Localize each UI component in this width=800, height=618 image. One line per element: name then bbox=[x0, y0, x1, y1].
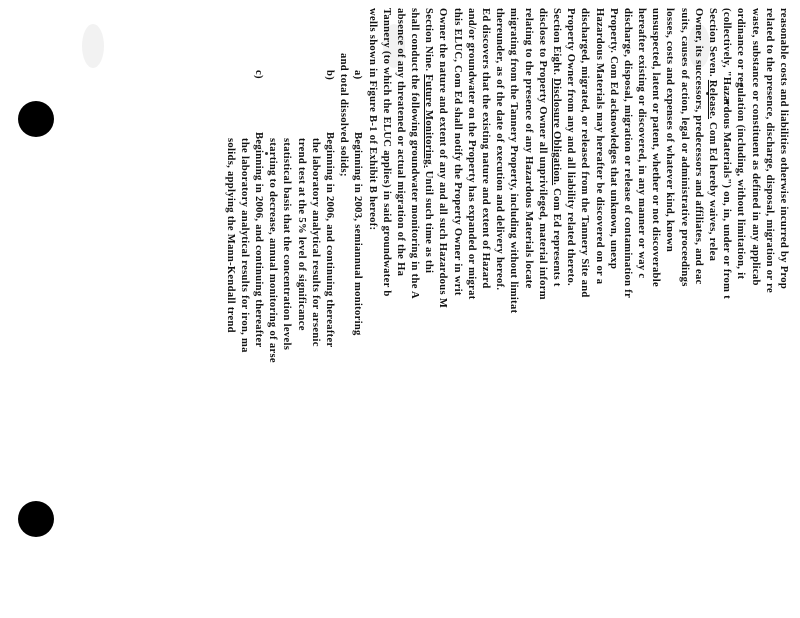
section-nine-heading: Future Monitoring. bbox=[423, 74, 435, 168]
text-line: reasonable costs and liabilities otherwise incurred by Prop bbox=[778, 8, 789, 290]
text-line: starting to decrease, annual monitoring of arse bbox=[267, 138, 279, 363]
text-line: Owner, its successors, predecessors and affiliates, and eac bbox=[692, 8, 704, 285]
text-line: absence of any threatened or actual migration of the Ha bbox=[394, 8, 406, 277]
text-line: the laboratory analytical results for arsenic bbox=[309, 138, 321, 347]
text-line: Hazardous Materials may hereafter be discovered on or a bbox=[593, 8, 605, 285]
text-line: hereafter existing or discovered, in any manner or way c bbox=[636, 8, 648, 279]
list-marker: a) bbox=[352, 70, 364, 80]
list-item-c-first-line: Beginning in 2006, and continuing thereafter bbox=[253, 132, 265, 348]
text-line: shall conduct the following groundwater monitoring in the A bbox=[409, 8, 421, 300]
list-item-a-first-line: Beginning in 2003, semiannual monitoring bbox=[352, 132, 364, 336]
section-eight bbox=[435, 8, 563, 618]
text-line: wells shown in Figure B-1 of Exhibit B hereof: bbox=[366, 8, 378, 231]
text-line: this ELUC, Com Ed shall notify the Property Owner in writ bbox=[451, 8, 463, 296]
section-seven bbox=[563, 8, 719, 618]
section-nine-first-line: Until such time as thi bbox=[423, 170, 435, 274]
text-line: related to the presence, discharge, disposal, migration or re bbox=[763, 8, 775, 293]
punch-hole-lower bbox=[21, 504, 51, 534]
text-line: statistical basis that the concentration levels bbox=[281, 138, 293, 351]
list-item-c bbox=[223, 8, 266, 618]
text-line: discharged, migrated, or released from the Tannery Site and bbox=[579, 8, 591, 298]
list-marker: c) bbox=[253, 70, 265, 79]
section-seven-label: Section Seven. bbox=[707, 8, 719, 77]
section-eight-heading: Disclosure Obligation. bbox=[551, 78, 562, 186]
text-line: relating to the presence of any Hazardous Materials locate bbox=[522, 8, 534, 289]
text-line: and total dissolved solids; bbox=[338, 53, 350, 177]
section-eight-first-line: Com Ed represents t bbox=[551, 188, 562, 287]
text-line: solids, applying the Mann-Kendall trend bbox=[224, 138, 236, 333]
punch-hole-upper bbox=[21, 104, 51, 134]
text-line: unsuspected, latent or patent, whether or not discoverable bbox=[650, 8, 662, 287]
text-line bbox=[421, 8, 435, 618]
scan-shadow-top-left bbox=[82, 24, 104, 68]
text-line: suits, causes of action, legal or administrative proceedings bbox=[678, 8, 690, 287]
text-line: waste, substance or constituent as defined in any applicab bbox=[749, 8, 761, 286]
text-line: Tannery (to which the ELUC applies) in said groundwater b bbox=[380, 8, 392, 297]
text-line: migrating from the Tannery Property, including without limitat bbox=[508, 8, 520, 314]
text-line: Owner the nature and extent of any and all such Hazardous M bbox=[437, 8, 449, 309]
rotated-text-body bbox=[223, 8, 791, 618]
section-eight-label: Section Eight. bbox=[551, 8, 562, 76]
text-line: thereunder, as of the date of execution and delivery hereof. bbox=[494, 8, 506, 291]
text-line: Ed discovers that the existing nature and extent of Hazard bbox=[480, 8, 492, 289]
text-line: losses, costs and expenses of whatever kind, known bbox=[664, 8, 676, 253]
text-line: disclose to Property Owner all unprivileged, material inform bbox=[536, 8, 548, 300]
text-line: discharge, disposal, migration or release of contamination fr bbox=[621, 8, 633, 299]
text-line: ordinance or regulation (including, without limitation, it bbox=[735, 8, 747, 280]
list-item-b bbox=[265, 8, 336, 618]
text-line: and/or groundwater on the Property has expanded or migrat bbox=[465, 8, 477, 300]
section-seven-first-line: Com Ed hereby waives, relea bbox=[707, 122, 719, 262]
text-line: Property. Com Ed acknowledges that unknown, unexp bbox=[607, 8, 619, 270]
text-line bbox=[322, 8, 336, 618]
text-line: (collectively, "Hazardous Materials") on, in, under or from t bbox=[721, 8, 733, 300]
list-marker: b) bbox=[324, 70, 335, 81]
paragraph-top bbox=[719, 8, 790, 618]
text-line bbox=[350, 8, 364, 618]
text-line: trend test at the 5% level of significance bbox=[295, 138, 307, 331]
list-item-b-first-line: Beginning in 2006, and continuing thereafter bbox=[324, 132, 335, 348]
section-nine-label: Section Nine. bbox=[423, 8, 435, 72]
text-line bbox=[705, 8, 719, 618]
text-line bbox=[251, 8, 265, 618]
list-item-a bbox=[336, 8, 364, 618]
section-seven-heading: Release. bbox=[707, 79, 719, 120]
text-line bbox=[549, 8, 563, 618]
text-line: the laboratory analytical results for iron, ma bbox=[238, 138, 250, 353]
section-nine bbox=[364, 8, 435, 618]
text-line: Property Owner from any and all liability related thereto. bbox=[565, 8, 577, 287]
